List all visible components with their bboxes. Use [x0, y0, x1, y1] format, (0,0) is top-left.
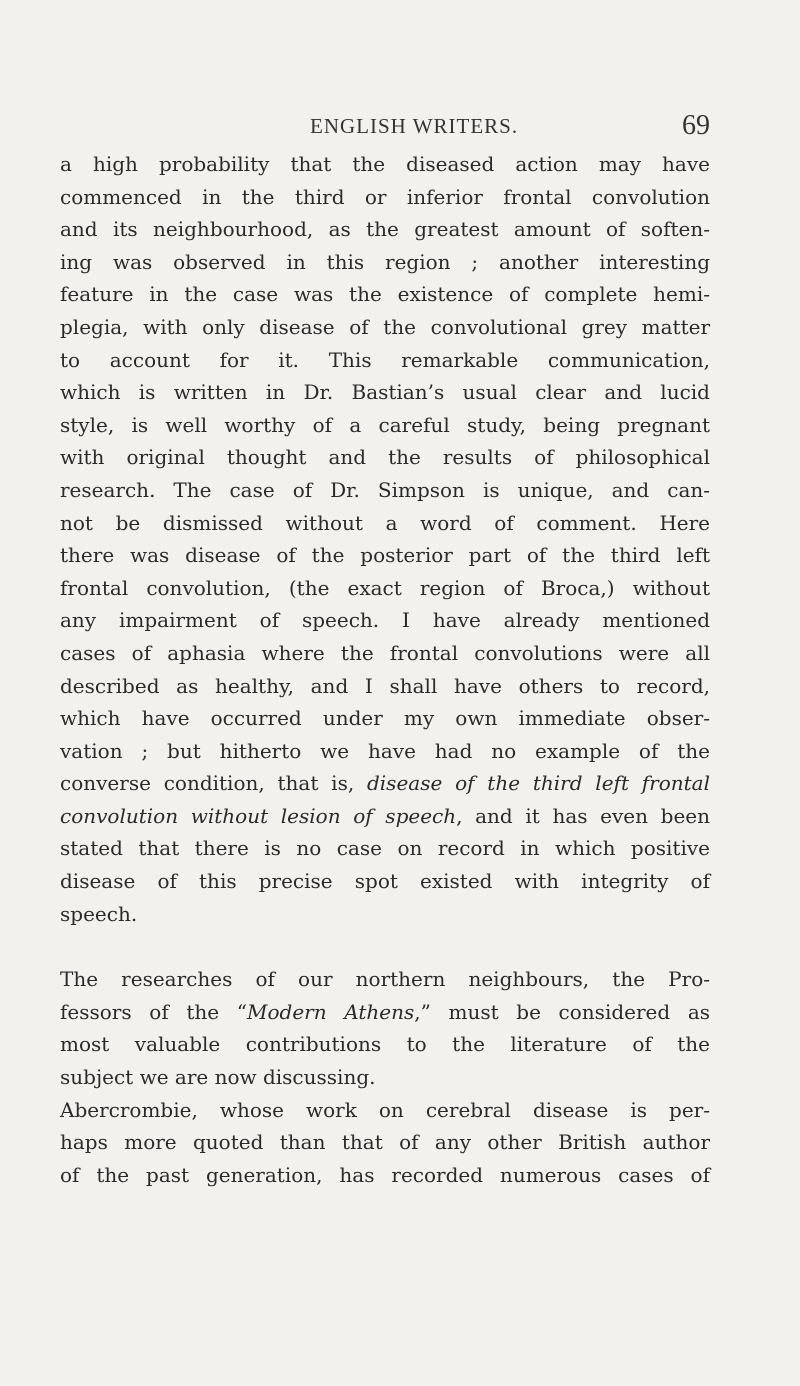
text-line: with original thought and the results of philosophical	[60, 445, 710, 470]
text-line: frontal convolution, (the exact region of Broca,) without	[60, 575, 710, 600]
text-line: The researches of our northern neighbours, the Pro-	[60, 967, 710, 992]
text-line-italic	[60, 996, 710, 1029]
text-line: research. The case of Dr. Simpson is unique, and can-	[60, 477, 710, 502]
text-line-italic	[60, 767, 710, 800]
text-line: there was disease of the posterior part of the third left	[60, 543, 710, 568]
italic-run: Modern Athens	[247, 999, 415, 1024]
text-line: plegia, with only disease of the convolutional grey matter	[60, 314, 710, 339]
text-run: converse condition, that is,	[60, 771, 367, 796]
text-run: fessors of the “	[60, 999, 247, 1024]
text-line: commenced in the third or inferior frontal convolution	[60, 184, 710, 209]
text-line: cases of aphasia where the frontal convolutions were all	[60, 640, 710, 665]
text-line: vation ; but hitherto we have had no example of the	[60, 738, 710, 763]
text-line: and its neighbourhood, as the greatest amount of soften-	[60, 217, 710, 242]
italic-run: convolution without lesion of speech	[60, 803, 457, 828]
text-line-italic	[60, 800, 710, 833]
page-number: 69	[682, 110, 710, 141]
text-line: which have occurred under my own immediate obser-	[60, 706, 710, 731]
running-title: ENGLISH WRITERS.	[310, 114, 519, 138]
text-run: , and it has even been	[456, 803, 710, 828]
text-line: disease of this precise spot existed with integrity of	[60, 869, 710, 894]
text-line: which is written in Dr. Bastian’s usual clear and lucid	[60, 380, 710, 405]
text-line: a high probability that the diseased action may have	[60, 152, 710, 176]
text-line: Abercrombie, whose work on cerebral disease is per-	[60, 1097, 710, 1122]
text-line: style, is well worthy of a careful study, being pregnant	[60, 412, 710, 437]
page-header	[60, 110, 710, 141]
text-line: subject we are now discussing.	[60, 1065, 376, 1090]
text-line: any impairment of speech. I have already mentioned	[60, 608, 710, 633]
paragraph-gap	[60, 930, 710, 963]
text-line: described as healthy, and I shall have others to record,	[60, 673, 710, 698]
text-run: ,” must be considered as	[414, 999, 711, 1024]
text-line: haps more quoted than that of any other British author	[60, 1130, 710, 1155]
text-line: of the past generation, has recorded numerous cases of	[60, 1162, 710, 1187]
text-line: speech.	[60, 901, 138, 926]
text-line: stated that there is no case on record in which positive	[60, 836, 710, 861]
text-line: ing was observed in this region ; another interesting	[60, 249, 710, 274]
body-text	[60, 148, 710, 1191]
text-line: to account for it. This remarkable communication,	[60, 347, 710, 372]
italic-run: disease of the third left frontal	[366, 771, 711, 796]
text-line: feature in the case was the existence of complete hemi-	[60, 282, 710, 307]
text-line: most valuable contributions to the literature of the	[60, 1032, 710, 1057]
text-line: not be dismissed without a word of comment. Here	[60, 510, 710, 535]
